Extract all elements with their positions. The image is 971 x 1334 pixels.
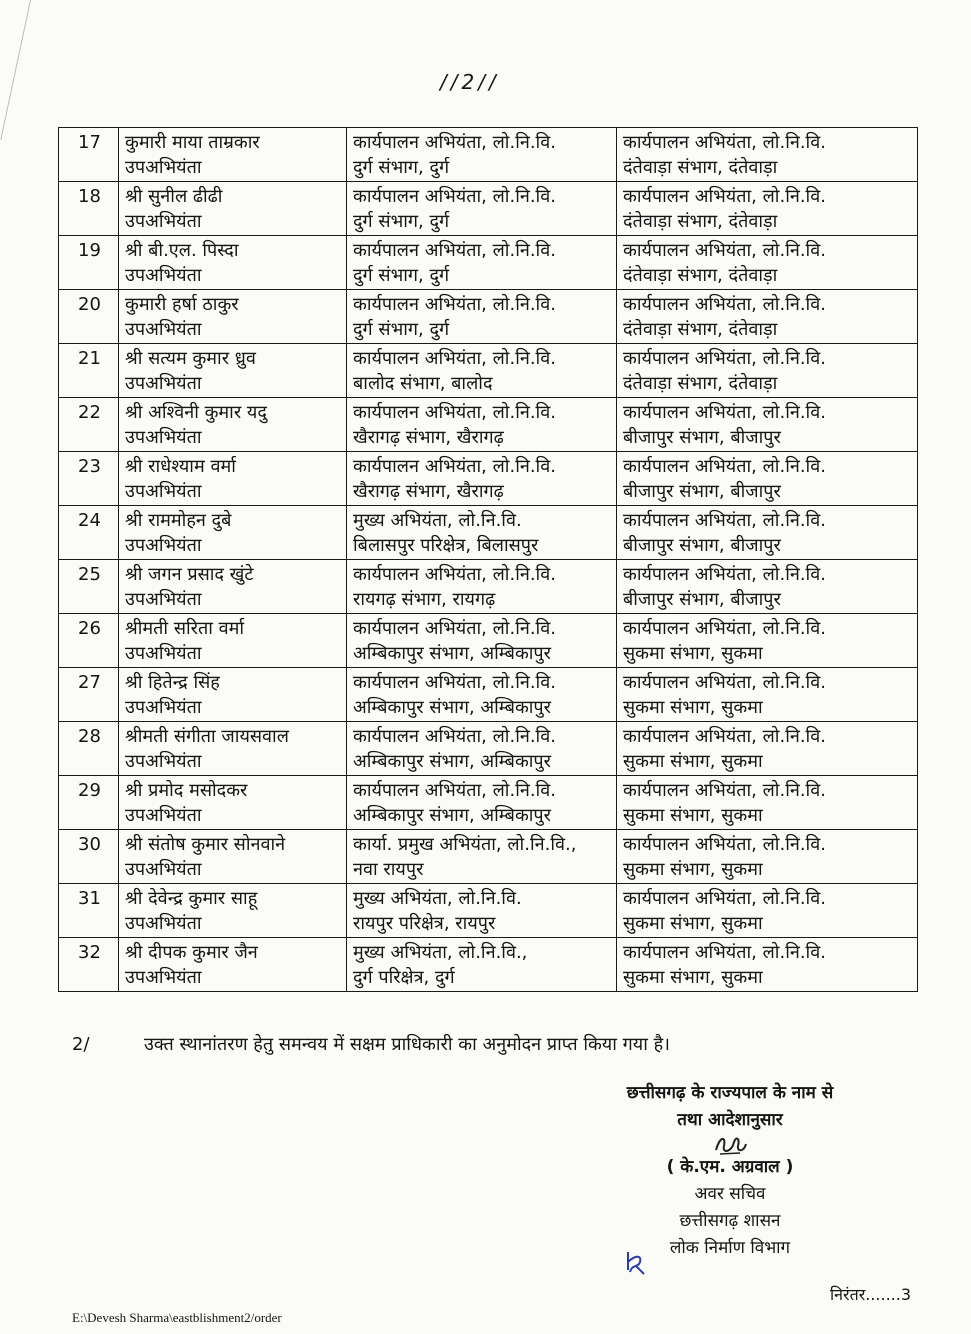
- current-office: कार्यपालन अभियंता, लो.नि.वि.: [353, 456, 556, 477]
- new-posting-cell: [617, 830, 918, 884]
- employee-name: कुमारी हर्षा ठाकुर: [125, 294, 239, 315]
- employee-designation: उपअभियंता: [125, 859, 202, 880]
- new-division: सुकमा संभाग, सुकमा: [623, 913, 763, 934]
- new-office: कार्यपालन अभियंता, लो.नि.वि.: [623, 294, 826, 315]
- current-office: कार्यपालन अभियंता, लो.नि.वि.: [353, 294, 556, 315]
- serial-number: 32: [78, 942, 101, 963]
- employee-cell: [119, 452, 347, 506]
- new-division: दंतेवाड़ा संभाग, दंतेवाड़ा: [623, 211, 778, 232]
- current-office: कार्यपालन अभियंता, लो.नि.वि.: [353, 186, 556, 207]
- employee-designation: उपअभियंता: [125, 535, 202, 556]
- serial-number: 20: [78, 294, 101, 315]
- serial-number: 22: [78, 402, 101, 423]
- employee-name: श्री सत्यम कुमार ध्रुव: [125, 348, 256, 369]
- new-posting-cell: [617, 776, 918, 830]
- employee-cell: [119, 344, 347, 398]
- paragraph-text: उक्त स्थानांतरण हेतु समन्वय में सक्षम प्राधिकारी का अनुमोदन प्राप्त किया गया है।: [144, 1034, 670, 1055]
- employee-name: कुमारी माया ताम्रकार: [125, 132, 260, 153]
- employee-designation: उपअभियंता: [125, 805, 202, 826]
- employee-designation: उपअभियंता: [125, 481, 202, 502]
- serial-number-cell: [59, 128, 119, 182]
- current-posting-cell: [347, 344, 617, 398]
- officer-post: अवर सचिव: [694, 1184, 766, 1204]
- table-row: [59, 344, 918, 398]
- table-row: [59, 938, 918, 992]
- current-office: कार्यपालन अभियंता, लो.नि.वि.: [353, 402, 556, 423]
- current-posting-cell: [347, 938, 617, 992]
- new-division: बीजापुर संभाग, बीजापुर: [623, 589, 781, 610]
- serial-number-cell: [59, 884, 119, 938]
- current-posting-cell: [347, 776, 617, 830]
- pen-initial-mark: [622, 1248, 648, 1276]
- current-division: दुर्ग संभाग, दुर्ग: [353, 319, 450, 340]
- current-posting-cell: [347, 290, 617, 344]
- current-office: कार्यपालन अभियंता, लो.नि.वि.: [353, 564, 556, 585]
- serial-number-cell: [59, 290, 119, 344]
- new-division: सुकमा संभाग, सुकमा: [623, 697, 763, 718]
- authority-line: छत्तीसगढ़ के राज्यपाल के नाम से: [626, 1083, 834, 1103]
- current-division: दुर्ग परिक्षेत्र, दुर्ग: [353, 967, 455, 988]
- current-posting-cell: [347, 884, 617, 938]
- new-posting-cell: [617, 560, 918, 614]
- employee-designation: उपअभियंता: [125, 697, 202, 718]
- file-path-footer: E:\Devesh Sharma\eastblishment2/order: [72, 1310, 282, 1325]
- current-division: अम्बिकापुर संभाग, अम्बिकापुर: [353, 751, 552, 772]
- employee-designation: उपअभियंता: [125, 373, 202, 394]
- new-office: कार्यपालन अभियंता, लो.नि.वि.: [623, 402, 826, 423]
- table-row: [59, 236, 918, 290]
- serial-number: 30: [78, 834, 101, 855]
- serial-number: 25: [78, 564, 101, 585]
- new-office: कार्यपालन अभियंता, लो.नि.वि.: [623, 186, 826, 207]
- serial-number-cell: [59, 776, 119, 830]
- employee-designation: उपअभियंता: [125, 643, 202, 664]
- table-row: [59, 722, 918, 776]
- approval-paragraph: [58, 1032, 918, 1056]
- new-office: कार्यपालन अभियंता, लो.नि.वि.: [623, 348, 826, 369]
- employee-name: श्री संतोष कुमार सोनवाने: [125, 834, 286, 855]
- serial-number-cell: [59, 236, 119, 290]
- serial-number: 19: [78, 240, 101, 261]
- employee-name: श्री दीपक कुमार जैन: [125, 942, 258, 963]
- table-row: [59, 128, 918, 182]
- serial-number: 28: [78, 726, 101, 747]
- employee-name: श्री जगन प्रसाद खुंटे: [125, 564, 254, 585]
- employee-cell: [119, 668, 347, 722]
- new-office: कार्यपालन अभियंता, लो.नि.वि.: [623, 564, 826, 585]
- new-posting-cell: [617, 614, 918, 668]
- employee-cell: [119, 776, 347, 830]
- new-office: कार्यपालन अभियंता, लो.नि.वि.: [623, 240, 826, 261]
- current-posting-cell: [347, 830, 617, 884]
- employee-cell: [119, 506, 347, 560]
- table-row: [59, 182, 918, 236]
- new-office: कार्यपालन अभियंता, लो.नि.वि.: [623, 672, 826, 693]
- new-division: दंतेवाड़ा संभाग, दंतेवाड़ा: [623, 373, 778, 394]
- table-row: [59, 506, 918, 560]
- current-posting-cell: [347, 506, 617, 560]
- current-division: दुर्ग संभाग, दुर्ग: [353, 157, 450, 178]
- current-posting-cell: [347, 182, 617, 236]
- serial-number-cell: [59, 182, 119, 236]
- current-division: बिलासपुर परिक्षेत्र, बिलासपुर: [353, 535, 539, 556]
- table-row: [59, 290, 918, 344]
- table-row: [59, 668, 918, 722]
- new-posting-cell: [617, 884, 918, 938]
- new-division: सुकमा संभाग, सुकमा: [623, 859, 763, 880]
- serial-number-cell: [59, 668, 119, 722]
- serial-number-cell: [59, 722, 119, 776]
- new-office: कार्यपालन अभियंता, लो.नि.वि.: [623, 456, 826, 477]
- new-office: कार्यपालन अभियंता, लो.नि.वि.: [623, 942, 826, 963]
- serial-number: 29: [78, 780, 101, 801]
- serial-number: 23: [78, 456, 101, 477]
- serial-number-cell: [59, 560, 119, 614]
- current-office: मुख्य अभियंता, लो.नि.वि.: [353, 510, 522, 531]
- employee-designation: उपअभियंता: [125, 751, 202, 772]
- new-division: सुकमा संभाग, सुकमा: [623, 643, 763, 664]
- current-division: रायपुर परिक्षेत्र, रायपुर: [353, 913, 496, 934]
- employee-cell: [119, 884, 347, 938]
- employee-designation: उपअभियंता: [125, 967, 202, 988]
- current-office: कार्या. प्रमुख अभियंता, लो.नि.वि.,: [353, 834, 577, 855]
- serial-number-cell: [59, 938, 119, 992]
- serial-number: 21: [78, 348, 101, 369]
- new-office: कार्यपालन अभियंता, लो.नि.वि.: [623, 888, 826, 909]
- current-division: खैरागढ़ संभाग, खैरागढ़: [353, 427, 504, 448]
- continued-note: निरंतर.......3: [830, 1285, 912, 1304]
- serial-number: 31: [78, 888, 101, 909]
- table-row: [59, 614, 918, 668]
- new-posting-cell: [617, 506, 918, 560]
- table-row: [59, 560, 918, 614]
- current-division: रायगढ़ संभाग, रायगढ़: [353, 589, 496, 610]
- employee-designation: उपअभियंता: [125, 211, 202, 232]
- new-posting-cell: [617, 938, 918, 992]
- current-division: नवा रायपुर: [353, 859, 424, 880]
- serial-number-cell: [59, 506, 119, 560]
- employee-cell: [119, 722, 347, 776]
- current-posting-cell: [347, 236, 617, 290]
- table-row: [59, 776, 918, 830]
- paragraph-number: 2/: [72, 1034, 90, 1055]
- new-posting-cell: [617, 722, 918, 776]
- employee-designation: उपअभियंता: [125, 589, 202, 610]
- new-posting-cell: [617, 236, 918, 290]
- current-office: कार्यपालन अभियंता, लो.नि.वि.: [353, 348, 556, 369]
- employee-cell: [119, 182, 347, 236]
- employee-cell: [119, 290, 347, 344]
- serial-number: 17: [78, 132, 101, 153]
- new-office: कार्यपालन अभियंता, लो.नि.वि.: [623, 618, 826, 639]
- employee-name: श्री प्रमोद मसोदकर: [125, 780, 248, 801]
- current-posting-cell: [347, 560, 617, 614]
- current-posting-cell: [347, 452, 617, 506]
- current-office: मुख्य अभियंता, लो.नि.वि.: [353, 888, 522, 909]
- transfer-table: [58, 127, 918, 992]
- serial-number-cell: [59, 344, 119, 398]
- employee-designation: उपअभियंता: [125, 319, 202, 340]
- employee-cell: [119, 236, 347, 290]
- new-posting-cell: [617, 290, 918, 344]
- government-name: छत्तीसगढ़ शासन: [679, 1211, 781, 1231]
- current-division: अम्बिकापुर संभाग, अम्बिकापुर: [353, 697, 552, 718]
- current-office: कार्यपालन अभियंता, लो.नि.वि.: [353, 618, 556, 639]
- serial-number: 26: [78, 618, 101, 639]
- employee-name: श्री देवेन्द्र कुमार साहू: [125, 888, 258, 909]
- current-posting-cell: [347, 614, 617, 668]
- employee-designation: उपअभियंता: [125, 157, 202, 178]
- table-row: [59, 452, 918, 506]
- serial-number: 18: [78, 186, 101, 207]
- current-office: मुख्य अभियंता, लो.नि.वि.,: [353, 942, 528, 963]
- new-division: सुकमा संभाग, सुकमा: [623, 967, 763, 988]
- current-posting-cell: [347, 128, 617, 182]
- employee-name: श्री राधेश्याम वर्मा: [125, 456, 236, 477]
- order-line: तथा आदेशानुसार: [677, 1110, 783, 1130]
- current-posting-cell: [347, 722, 617, 776]
- employee-name: श्रीमती सरिता वर्मा: [125, 618, 245, 639]
- serial-number-cell: [59, 830, 119, 884]
- new-division: दंतेवाड़ा संभाग, दंतेवाड़ा: [623, 157, 778, 178]
- serial-number: 27: [78, 672, 101, 693]
- new-posting-cell: [617, 182, 918, 236]
- current-division: खैरागढ़ संभाग, खैरागढ़: [353, 481, 504, 502]
- current-division: दुर्ग संभाग, दुर्ग: [353, 265, 450, 286]
- employee-cell: [119, 128, 347, 182]
- employee-designation: उपअभियंता: [125, 265, 202, 286]
- new-posting-cell: [617, 128, 918, 182]
- new-division: दंतेवाड़ा संभाग, दंतेवाड़ा: [623, 319, 778, 340]
- current-division: बालोद संभाग, बालोद: [353, 373, 493, 394]
- page-fold-edge: [0, 0, 31, 140]
- current-office: कार्यपालन अभियंता, लो.नि.वि.: [353, 132, 556, 153]
- new-office: कार्यपालन अभियंता, लो.नि.वि.: [623, 834, 826, 855]
- employee-name: श्री बी.एल. पिस्दा: [125, 240, 239, 261]
- current-division: अम्बिकापुर संभाग, अम्बिकापुर: [353, 805, 552, 826]
- serial-number-cell: [59, 398, 119, 452]
- employee-cell: [119, 938, 347, 992]
- new-office: कार्यपालन अभियंता, लो.नि.वि.: [623, 780, 826, 801]
- current-office: कार्यपालन अभियंता, लो.नि.वि.: [353, 780, 556, 801]
- current-office: कार्यपालन अभियंता, लो.नि.वि.: [353, 726, 556, 747]
- new-posting-cell: [617, 668, 918, 722]
- employee-name: श्री अश्विनी कुमार यदु: [125, 402, 267, 423]
- officer-name: ( के.एम. अग्रवाल ): [666, 1157, 794, 1177]
- table-row: [59, 830, 918, 884]
- current-posting-cell: [347, 398, 617, 452]
- employee-designation: उपअभियंता: [125, 427, 202, 448]
- new-division: बीजापुर संभाग, बीजापुर: [623, 427, 781, 448]
- current-division: अम्बिकापुर संभाग, अम्बिकापुर: [353, 643, 552, 664]
- employee-name: श्री राममोहन दुबे: [125, 510, 232, 531]
- current-posting-cell: [347, 668, 617, 722]
- employee-cell: [119, 560, 347, 614]
- serial-number-cell: [59, 614, 119, 668]
- serial-number: 24: [78, 510, 101, 531]
- employee-cell: [119, 614, 347, 668]
- current-office: कार्यपालन अभियंता, लो.नि.वि.: [353, 240, 556, 261]
- new-division: सुकमा संभाग, सुकमा: [623, 805, 763, 826]
- new-division: सुकमा संभाग, सुकमा: [623, 751, 763, 772]
- employee-name: श्री सुनील ढीढी: [125, 186, 223, 207]
- table-row: [59, 884, 918, 938]
- signature-block: [560, 1080, 900, 1262]
- new-office: कार्यपालन अभियंता, लो.नि.वि.: [623, 132, 826, 153]
- table-row: [59, 398, 918, 452]
- new-division: दंतेवाड़ा संभाग, दंतेवाड़ा: [623, 265, 778, 286]
- new-posting-cell: [617, 398, 918, 452]
- employee-cell: [119, 830, 347, 884]
- new-division: बीजापुर संभाग, बीजापुर: [623, 481, 781, 502]
- employee-designation: उपअभियंता: [125, 913, 202, 934]
- employee-cell: [119, 398, 347, 452]
- new-posting-cell: [617, 452, 918, 506]
- current-division: दुर्ग संभाग, दुर्ग: [353, 211, 450, 232]
- employee-name: श्री हितेन्द्र सिंह: [125, 672, 220, 693]
- new-posting-cell: [617, 344, 918, 398]
- new-office: कार्यपालन अभियंता, लो.नि.वि.: [623, 726, 826, 747]
- serial-number-cell: [59, 452, 119, 506]
- page-number: //2//: [440, 70, 500, 94]
- employee-name: श्रीमती संगीता जायसवाल: [125, 726, 289, 747]
- new-division: बीजापुर संभाग, बीजापुर: [623, 535, 781, 556]
- current-office: कार्यपालन अभियंता, लो.नि.वि.: [353, 672, 556, 693]
- department-name: लोक निर्माण विभाग: [669, 1238, 791, 1258]
- new-office: कार्यपालन अभियंता, लो.नि.वि.: [623, 510, 826, 531]
